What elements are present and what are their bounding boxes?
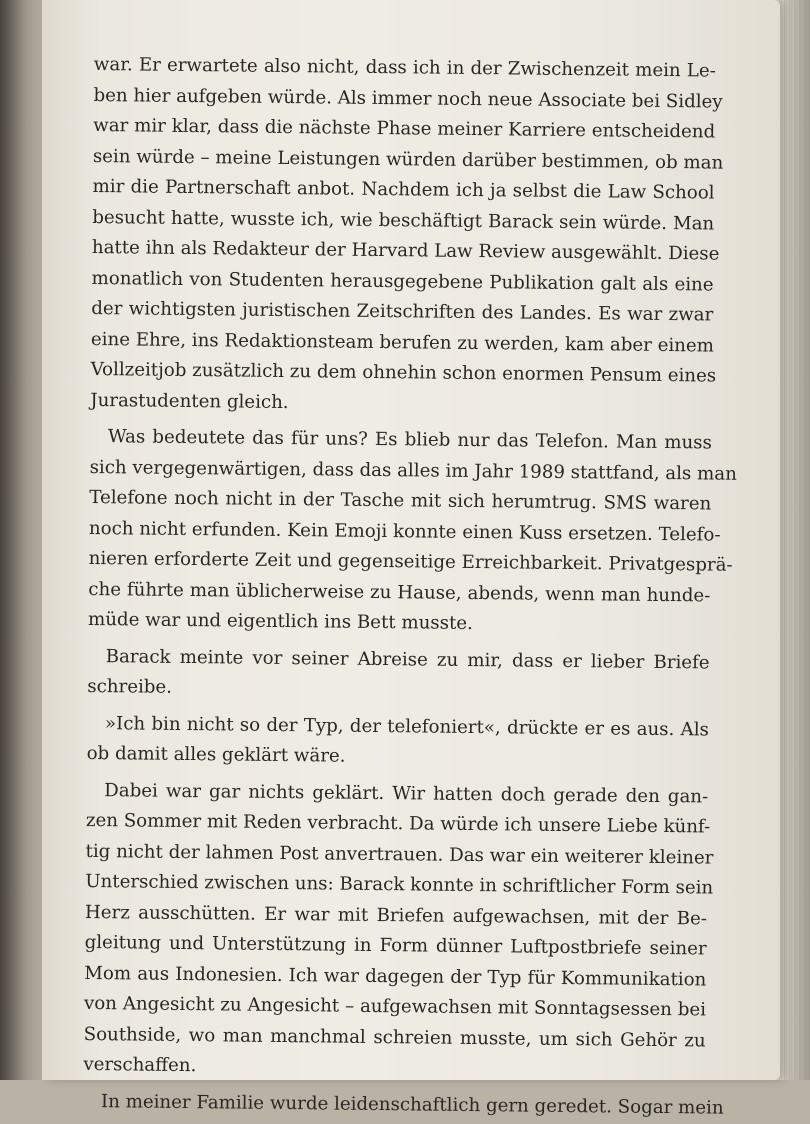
text-line: sein würde – meine Leistungen würden darüber bestimmen, ob man [92,145,724,174]
text-line: müde war und eigentlich ins Bett musste. [87,608,473,634]
text-line: Southside, wo man manchmal schreien musste, um sich Gehör zu [83,1023,706,1051]
text-line: zen Sommer mit Reden verbracht. Da würde ich unsere Liebe künf- [85,809,711,838]
page-body-text [83,50,738,1123]
text-line: noch nicht erfunden. Kein Emoji konnte einen Kuss ersetzen. Telefo- [88,517,721,546]
text-line: von Angesicht zu Angesicht – aufgewachsen mit Sonntagsessen bei [83,992,707,1021]
text-line: Barack meinte vor seiner Abreise zu mir, dass er lieber Briefe [105,645,710,673]
text-line: mir die Partnerschaft anbot. Nachdem ich ja selbst die Law School [92,175,715,204]
text-line: Dabei war gar nichts geklärt. Wir hatten doch gerade den gan- [104,779,709,807]
text-line: der wichtigsten juristischen Zeitschriften des Landes. Es war zwar [91,297,714,326]
text-line: schreibe. [87,675,173,698]
text-line: ben hier aufgeben würde. Als immer noch neue Associate bei Sidley [93,84,723,113]
book-spine-shadow [0,0,48,1080]
text-line: eine Ehre, ins Redaktionsteam berufen zu werden, kam aber einem [90,328,715,357]
text-line: Herz ausschütten. Er war mit Briefen aufgewachsen, mit der Be- [84,901,708,929]
page-stack-shadow [780,0,810,1080]
text-line: »Ich bin nicht so der Typ, der telefoniert«, drückte er es aus. Als [104,712,710,740]
text-line: ob damit alles geklärt wäre. [86,742,346,767]
text-line: nieren erforderte Zeit und gegenseitige Erreichbarkeit. Privatgesprä- [88,547,733,576]
text-line: Jurastudenten gleich. [90,389,289,413]
text-line: verschaffen. [83,1053,197,1077]
text-line: monatlich von Studenten herausgegebene Publikation galt als eine [91,267,714,296]
text-line: Was bedeutete das für uns? Es blieb nur das Telefon. Man muss [107,426,713,454]
text-line: war. Er erwartete also nicht, dass ich in der Zwischenzeit mein Le- [93,53,716,82]
text-line: Mom aus Indonesien. Ich war dagegen der Typ für Kommunikation [84,962,707,990]
text-line: che führte man üblicherweise zu Hause, abends, wenn man hunde- [88,578,711,606]
text-line: sich vergegenwärtigen, dass das alles im Jahr 1989 stattfand, als man [89,456,738,485]
text-line: war mir klar, dass die nächste Phase meiner Karriere entscheidend [93,114,716,143]
text-line: besucht hatte, wusste ich, wie beschäftigt Barack sein würde. Man [92,206,715,235]
text-line: gleitung und Unterstützung in Form dünner Luftpostbriefe seiner [84,931,707,960]
text-line: hatte ihn als Redakteur der Harvard Law Review ausgewählt. Diese [91,236,720,265]
book-page [42,0,780,1119]
text-line: tig nicht der lahmen Post anvertrauen. Das war ein weiterer kleiner [85,840,714,869]
text-line: In meiner Familie wurde leidenschaftlich gern geredet. Sogar mein [100,1090,724,1119]
text-line: Unterschied zwischen uns: Barack konnte in schriftlicher Form sein [85,870,714,899]
text-line: Vollzeitjob zusätzlich zu dem ohnehin schon enormen Pensum eines [90,358,717,387]
text-line: Telefone noch nicht in der Tasche mit sich herumtrug. SMS waren [89,486,712,515]
